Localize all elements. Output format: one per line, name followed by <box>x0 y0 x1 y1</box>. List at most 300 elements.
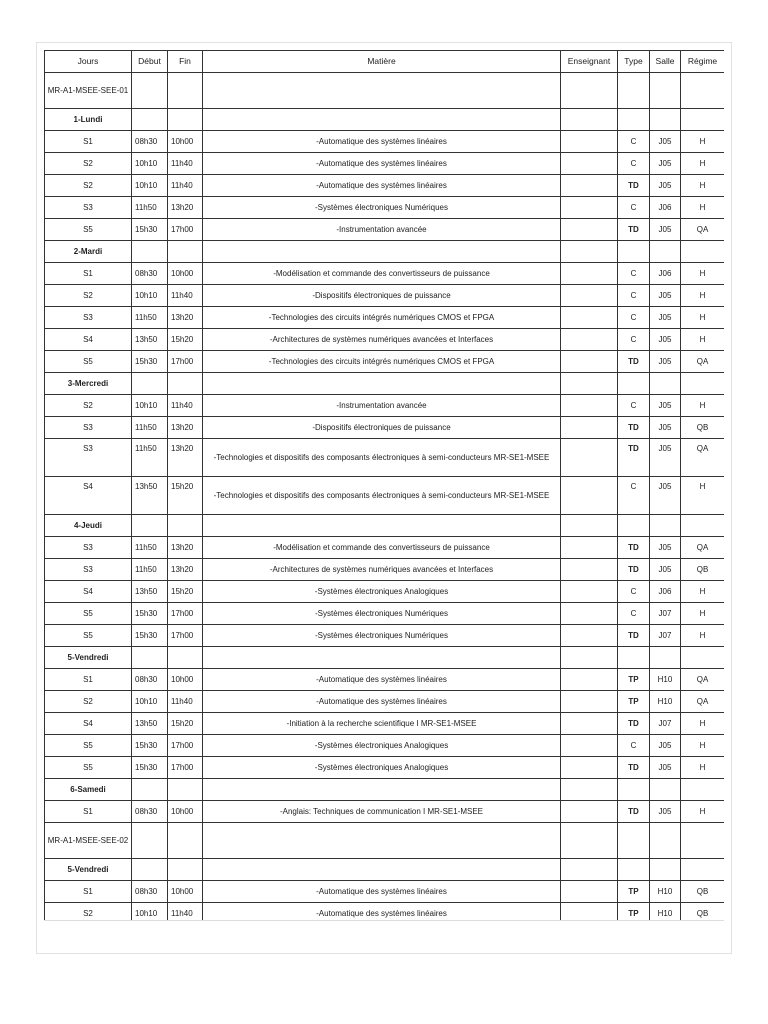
row-fin: 17h00 <box>168 625 203 647</box>
empty-cell <box>681 109 725 131</box>
row-debut: 10h10 <box>132 153 168 175</box>
row-debut: 13h50 <box>132 329 168 351</box>
empty-cell <box>650 241 681 263</box>
row-fin: 10h00 <box>168 669 203 691</box>
empty-cell <box>203 823 561 859</box>
row-fin: 10h00 <box>168 881 203 903</box>
row-regime: QB <box>681 417 725 439</box>
row-type: C <box>618 263 650 285</box>
row-matiere: -Systèmes électroniques Numériques <box>203 625 561 647</box>
row-type: TP <box>618 691 650 713</box>
empty-cell <box>168 73 203 109</box>
table-row <box>45 175 725 197</box>
row-session: S5 <box>45 351 132 373</box>
empty-cell <box>203 109 561 131</box>
row-enseignant <box>561 713 618 735</box>
row-fin: 13h20 <box>168 559 203 581</box>
row-debut: 11h50 <box>132 537 168 559</box>
empty-cell <box>132 647 168 669</box>
row-salle: J05 <box>650 219 681 241</box>
empty-cell <box>681 779 725 801</box>
row-debut: 11h50 <box>132 197 168 219</box>
schedule-table <box>44 50 724 921</box>
row-debut: 15h30 <box>132 603 168 625</box>
day-label: 2-Mardi <box>45 241 132 263</box>
row-fin: 11h40 <box>168 903 203 922</box>
row-session: S1 <box>45 801 132 823</box>
table-row <box>45 153 725 175</box>
empty-cell <box>681 823 725 859</box>
row-matiere: -Automatique des systèmes linéaires <box>203 131 561 153</box>
row-fin: 13h20 <box>168 197 203 219</box>
day-label: 5-Vendredi <box>45 859 132 881</box>
row-fin: 17h00 <box>168 219 203 241</box>
empty-cell <box>681 859 725 881</box>
table-row <box>45 263 725 285</box>
empty-cell <box>132 109 168 131</box>
row-type: TD <box>618 537 650 559</box>
row-regime: H <box>681 131 725 153</box>
row-enseignant <box>561 285 618 307</box>
row-debut: 15h30 <box>132 757 168 779</box>
row-enseignant <box>561 735 618 757</box>
empty-cell <box>681 647 725 669</box>
row-session: S3 <box>45 537 132 559</box>
table-row <box>45 581 725 603</box>
row-fin: 11h40 <box>168 691 203 713</box>
empty-cell <box>650 515 681 537</box>
row-matiere: -Instrumentation avancée <box>203 395 561 417</box>
row-session: S1 <box>45 881 132 903</box>
row-enseignant <box>561 153 618 175</box>
group-day-row <box>45 373 725 395</box>
row-session: S3 <box>45 559 132 581</box>
row-enseignant <box>561 581 618 603</box>
table-row <box>45 131 725 153</box>
row-fin: 11h40 <box>168 395 203 417</box>
row-enseignant <box>561 219 618 241</box>
row-session: S2 <box>45 691 132 713</box>
row-type: TD <box>618 175 650 197</box>
row-enseignant <box>561 537 618 559</box>
table-row <box>45 285 725 307</box>
row-salle: J05 <box>650 757 681 779</box>
row-enseignant <box>561 559 618 581</box>
group-label: MR-A1-MSEE-SEE-02 <box>45 823 132 859</box>
table-row <box>45 307 725 329</box>
header-salle: Salle <box>650 51 681 73</box>
header-matiere: Matière <box>203 51 561 73</box>
empty-cell <box>132 73 168 109</box>
row-session: S2 <box>45 285 132 307</box>
row-salle: J05 <box>650 477 681 515</box>
row-salle: J07 <box>650 603 681 625</box>
row-fin: 15h20 <box>168 713 203 735</box>
row-debut: 15h30 <box>132 735 168 757</box>
row-salle: J07 <box>650 713 681 735</box>
row-regime: QB <box>681 559 725 581</box>
schedule-body <box>45 73 725 922</box>
row-salle: J07 <box>650 625 681 647</box>
empty-cell <box>650 647 681 669</box>
day-label: 4-Jeudi <box>45 515 132 537</box>
row-fin: 13h20 <box>168 307 203 329</box>
row-session: S3 <box>45 307 132 329</box>
row-enseignant <box>561 603 618 625</box>
row-salle: J05 <box>650 285 681 307</box>
row-regime: H <box>681 713 725 735</box>
group-section-row <box>45 823 725 859</box>
row-enseignant <box>561 669 618 691</box>
empty-cell <box>650 73 681 109</box>
row-matiere: -Automatique des systèmes linéaires <box>203 669 561 691</box>
row-regime: H <box>681 263 725 285</box>
row-salle: J05 <box>650 153 681 175</box>
table-row <box>45 439 725 477</box>
empty-cell <box>618 823 650 859</box>
row-matiere: -Technologies et dispositifs des composants électroniques à semi-conducteurs MR-SE1-MSEE <box>203 439 561 477</box>
row-regime: H <box>681 153 725 175</box>
row-enseignant <box>561 175 618 197</box>
group-day-row <box>45 109 725 131</box>
row-matiere: -Modélisation et commande des convertisseurs de puissance <box>203 263 561 285</box>
row-fin: 17h00 <box>168 603 203 625</box>
row-matiere: -Anglais: Techniques de communication I MR-SE1-MSEE <box>203 801 561 823</box>
row-salle: J05 <box>650 439 681 477</box>
row-debut: 08h30 <box>132 131 168 153</box>
row-type: TD <box>618 439 650 477</box>
row-regime: H <box>681 801 725 823</box>
row-fin: 15h20 <box>168 477 203 515</box>
row-matiere: -Systèmes électroniques Analogiques <box>203 581 561 603</box>
row-type: TP <box>618 903 650 922</box>
row-session: S1 <box>45 131 132 153</box>
empty-cell <box>132 779 168 801</box>
row-type: C <box>618 329 650 351</box>
row-type: TD <box>618 559 650 581</box>
empty-cell <box>618 241 650 263</box>
empty-cell <box>203 373 561 395</box>
row-matiere: -Automatique des systèmes linéaires <box>203 903 561 922</box>
row-debut: 11h50 <box>132 307 168 329</box>
row-type: C <box>618 477 650 515</box>
row-type: C <box>618 197 650 219</box>
empty-cell <box>168 515 203 537</box>
row-enseignant <box>561 263 618 285</box>
empty-cell <box>618 109 650 131</box>
table-row <box>45 559 725 581</box>
row-enseignant <box>561 307 618 329</box>
empty-cell <box>681 373 725 395</box>
row-regime: H <box>681 735 725 757</box>
row-session: S3 <box>45 417 132 439</box>
row-debut: 15h30 <box>132 351 168 373</box>
row-type: TP <box>618 881 650 903</box>
row-matiere: -Architectures de systèmes numériques avancées et Interfaces <box>203 329 561 351</box>
row-enseignant <box>561 131 618 153</box>
row-regime: QA <box>681 439 725 477</box>
row-matiere: -Technologies des circuits intégrés numériques CMOS et FPGA <box>203 307 561 329</box>
day-label: 6-Samedi <box>45 779 132 801</box>
group-day-row <box>45 779 725 801</box>
row-session: S4 <box>45 329 132 351</box>
row-matiere: -Technologies des circuits intégrés numériques CMOS et FPGA <box>203 351 561 373</box>
row-fin: 17h00 <box>168 735 203 757</box>
row-type: C <box>618 285 650 307</box>
row-session: S1 <box>45 263 132 285</box>
row-debut: 10h10 <box>132 285 168 307</box>
row-debut: 13h50 <box>132 713 168 735</box>
empty-cell <box>132 823 168 859</box>
row-regime: H <box>681 285 725 307</box>
table-row <box>45 351 725 373</box>
row-session: S2 <box>45 175 132 197</box>
table-row <box>45 219 725 241</box>
group-day-row <box>45 241 725 263</box>
empty-cell <box>203 241 561 263</box>
row-matiere: -Modélisation et commande des convertisseurs de puissance <box>203 537 561 559</box>
row-matiere: -Dispositifs électroniques de puissance <box>203 417 561 439</box>
row-fin: 13h20 <box>168 439 203 477</box>
row-fin: 10h00 <box>168 263 203 285</box>
row-session: S3 <box>45 197 132 219</box>
table-row <box>45 603 725 625</box>
row-fin: 11h40 <box>168 153 203 175</box>
empty-cell <box>561 823 618 859</box>
row-regime: QB <box>681 903 725 922</box>
row-salle: J05 <box>650 351 681 373</box>
row-salle: H10 <box>650 903 681 922</box>
row-salle: H10 <box>650 669 681 691</box>
empty-cell <box>561 373 618 395</box>
row-matiere: -Systèmes électroniques Analogiques <box>203 735 561 757</box>
row-regime: QA <box>681 669 725 691</box>
row-salle: J05 <box>650 417 681 439</box>
row-enseignant <box>561 903 618 922</box>
row-debut: 08h30 <box>132 881 168 903</box>
row-session: S5 <box>45 625 132 647</box>
empty-cell <box>561 515 618 537</box>
row-type: C <box>618 307 650 329</box>
row-debut: 11h50 <box>132 559 168 581</box>
row-session: S5 <box>45 603 132 625</box>
row-regime: H <box>681 175 725 197</box>
header-enseignant: Enseignant <box>561 51 618 73</box>
empty-cell <box>561 859 618 881</box>
table-row <box>45 197 725 219</box>
row-regime: H <box>681 757 725 779</box>
table-row <box>45 713 725 735</box>
row-enseignant <box>561 197 618 219</box>
row-debut: 10h10 <box>132 175 168 197</box>
row-session: S2 <box>45 395 132 417</box>
row-enseignant <box>561 395 618 417</box>
empty-cell <box>650 779 681 801</box>
empty-cell <box>203 647 561 669</box>
empty-cell <box>681 241 725 263</box>
row-type: C <box>618 581 650 603</box>
row-type: C <box>618 395 650 417</box>
header-debut: Début <box>132 51 168 73</box>
row-type: TD <box>618 417 650 439</box>
row-matiere: -Automatique des systèmes linéaires <box>203 691 561 713</box>
row-matiere: -Systèmes électroniques Analogiques <box>203 757 561 779</box>
empty-cell <box>203 859 561 881</box>
row-debut: 13h50 <box>132 477 168 515</box>
group-section-row <box>45 73 725 109</box>
table-row <box>45 735 725 757</box>
empty-cell <box>132 241 168 263</box>
row-fin: 11h40 <box>168 285 203 307</box>
row-debut: 08h30 <box>132 669 168 691</box>
row-salle: J05 <box>650 307 681 329</box>
row-matiere: -Initiation à la recherche scientifique I MR-SE1-MSEE <box>203 713 561 735</box>
row-salle: J06 <box>650 197 681 219</box>
row-debut: 15h30 <box>132 625 168 647</box>
table-row <box>45 395 725 417</box>
row-enseignant <box>561 757 618 779</box>
row-enseignant <box>561 691 618 713</box>
empty-cell <box>618 373 650 395</box>
row-enseignant <box>561 329 618 351</box>
empty-cell <box>681 515 725 537</box>
row-type: C <box>618 603 650 625</box>
row-matiere: -Systèmes électroniques Numériques <box>203 603 561 625</box>
table-row <box>45 881 725 903</box>
empty-cell <box>168 647 203 669</box>
empty-cell <box>650 859 681 881</box>
row-debut: 11h50 <box>132 417 168 439</box>
row-fin: 10h00 <box>168 131 203 153</box>
row-matiere: -Architectures de systèmes numériques avancées et Interfaces <box>203 559 561 581</box>
empty-cell <box>132 373 168 395</box>
table-row <box>45 477 725 515</box>
row-salle: J05 <box>650 801 681 823</box>
header-row <box>45 51 725 73</box>
row-matiere: -Dispositifs électroniques de puissance <box>203 285 561 307</box>
empty-cell <box>650 109 681 131</box>
row-type: TD <box>618 801 650 823</box>
empty-cell <box>561 647 618 669</box>
row-regime: H <box>681 625 725 647</box>
empty-cell <box>618 859 650 881</box>
row-debut: 08h30 <box>132 801 168 823</box>
group-label: MR-A1-MSEE-SEE-01 <box>45 73 132 109</box>
empty-cell <box>561 241 618 263</box>
empty-cell <box>168 779 203 801</box>
header-fin: Fin <box>168 51 203 73</box>
row-debut: 08h30 <box>132 263 168 285</box>
row-regime: H <box>681 603 725 625</box>
empty-cell <box>618 73 650 109</box>
row-salle: H10 <box>650 881 681 903</box>
row-debut: 10h10 <box>132 691 168 713</box>
row-session: S2 <box>45 903 132 922</box>
row-fin: 17h00 <box>168 351 203 373</box>
row-regime: H <box>681 307 725 329</box>
row-session: S2 <box>45 153 132 175</box>
row-debut: 13h50 <box>132 581 168 603</box>
row-salle: H10 <box>650 691 681 713</box>
row-session: S4 <box>45 713 132 735</box>
empty-cell <box>168 241 203 263</box>
empty-cell <box>618 779 650 801</box>
row-type: TP <box>618 669 650 691</box>
empty-cell <box>203 73 561 109</box>
row-salle: J05 <box>650 395 681 417</box>
row-type: C <box>618 735 650 757</box>
row-fin: 10h00 <box>168 801 203 823</box>
table-row <box>45 329 725 351</box>
row-enseignant <box>561 801 618 823</box>
row-session: S5 <box>45 735 132 757</box>
row-debut: 10h10 <box>132 395 168 417</box>
row-enseignant <box>561 881 618 903</box>
row-salle: J05 <box>650 175 681 197</box>
empty-cell <box>561 779 618 801</box>
row-type: TD <box>618 219 650 241</box>
empty-cell <box>561 73 618 109</box>
row-salle: J05 <box>650 537 681 559</box>
empty-cell <box>650 373 681 395</box>
row-matiere: -Automatique des systèmes linéaires <box>203 153 561 175</box>
row-regime: H <box>681 581 725 603</box>
header-jours: Jours <box>45 51 132 73</box>
row-session: S3 <box>45 439 132 477</box>
table-row <box>45 669 725 691</box>
row-regime: QA <box>681 219 725 241</box>
page-footer <box>44 920 724 949</box>
row-fin: 13h20 <box>168 537 203 559</box>
row-session: S1 <box>45 669 132 691</box>
group-day-row <box>45 515 725 537</box>
row-salle: J05 <box>650 329 681 351</box>
row-regime: QB <box>681 881 725 903</box>
empty-cell <box>168 373 203 395</box>
empty-cell <box>203 779 561 801</box>
table-row <box>45 625 725 647</box>
empty-cell <box>561 109 618 131</box>
row-type: C <box>618 131 650 153</box>
header-type: Type <box>618 51 650 73</box>
row-matiere: -Instrumentation avancée <box>203 219 561 241</box>
row-enseignant <box>561 417 618 439</box>
empty-cell <box>650 823 681 859</box>
row-enseignant <box>561 439 618 477</box>
row-session: S5 <box>45 757 132 779</box>
header-regime: Régime <box>681 51 725 73</box>
row-matiere: -Systèmes électroniques Numériques <box>203 197 561 219</box>
schedule-table-container <box>44 50 724 921</box>
row-fin: 13h20 <box>168 417 203 439</box>
row-salle: J05 <box>650 735 681 757</box>
row-regime: H <box>681 395 725 417</box>
row-type: TD <box>618 625 650 647</box>
empty-cell <box>618 515 650 537</box>
empty-cell <box>132 859 168 881</box>
row-session: S4 <box>45 477 132 515</box>
row-enseignant <box>561 477 618 515</box>
empty-cell <box>168 109 203 131</box>
empty-cell <box>168 823 203 859</box>
row-salle: J06 <box>650 263 681 285</box>
row-salle: J05 <box>650 559 681 581</box>
row-type: TD <box>618 713 650 735</box>
empty-cell <box>618 647 650 669</box>
row-salle: J05 <box>650 131 681 153</box>
row-debut: 10h10 <box>132 903 168 922</box>
row-fin: 15h20 <box>168 581 203 603</box>
